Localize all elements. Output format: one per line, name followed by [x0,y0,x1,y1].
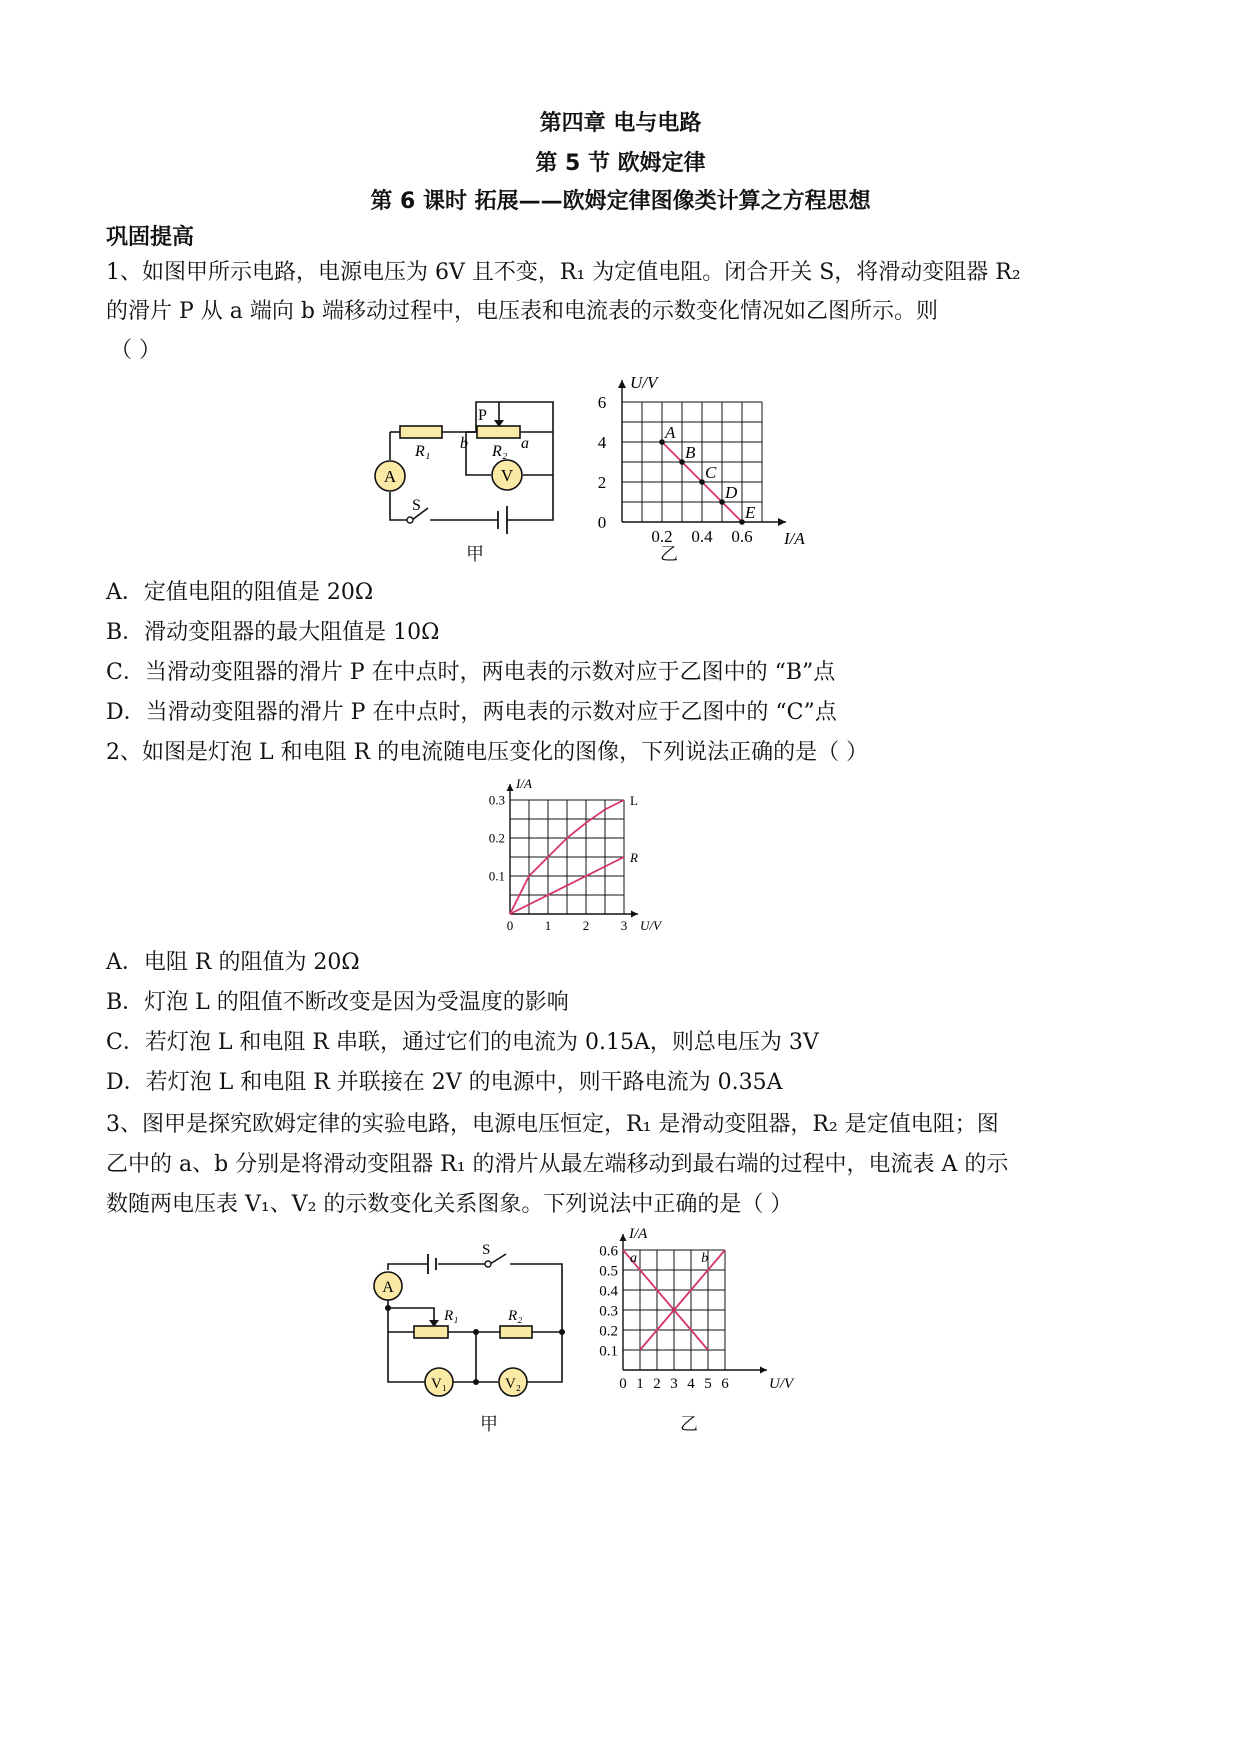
q1-line2: 的滑片 P 从 a 端向 b 端移动过程中，电压表和电流表的示数变化情况如乙图所示。则 [106,299,938,324]
y-tick-label: 0.3 [488,792,505,808]
q1-line1: 1、如图甲所示电路，电源电压为 6V 且不变，R₁ 为定值电阻。闭合开关 S，将滑动变阻器 R₂ [106,260,1021,285]
series-label-a: a [630,1251,637,1266]
heading-consolidate: 巩固提高 [106,225,195,250]
svg-text:V₁: V₁ [430,1376,448,1392]
data-point-C [699,479,705,485]
x-axis-arrow [778,518,786,526]
svg-text:S: S [412,497,421,514]
svg-text:R₁: R₁ [444,1308,459,1324]
q2-option-b[interactable]: B．灯泡 L 的阻值不断改变是因为受温度的影响 [106,990,569,1015]
x-tick-label: 3 [620,918,628,933]
svg-text:b: b [460,435,468,452]
x-tick-label: 1 [636,1376,644,1392]
y-tick-label: 0.2 [599,1323,618,1340]
section-title: 第 5 节 欧姆定律 [535,151,706,176]
svg-text:A: A [383,467,397,486]
point-label-E: E [745,503,756,522]
y-tick-label: 4 [597,433,607,452]
point-label-D: D [725,483,738,502]
x-axis-label: I/A [784,529,805,548]
y-tick-label: 0.5 [599,1263,618,1280]
q3-caption-jia: 甲 [480,1414,498,1435]
q1-caption-jia: 甲 [466,544,484,565]
x-tick-label: 5 [704,1376,712,1392]
x-tick-label: 4 [687,1376,695,1392]
q1-option-d[interactable]: D．当滑动变阻器的滑片 P 在中点时，两电表的示数对应于乙图中的 “C”点 [106,700,837,725]
y-tick-label: 0.2 [488,830,505,846]
x-axis-arrow [760,1367,767,1374]
svg-text:A: A [382,1279,394,1296]
y-tick-label: 0.6 [599,1243,618,1260]
x-tick-label: 6 [721,1376,729,1392]
q2-option-d[interactable]: D．若灯泡 L 和电阻 R 并联接在 2V 的电源中，则干路电流为 0.35A [106,1070,783,1095]
series-label-L: L [630,793,638,808]
svg-text:R₁: R₁ [415,443,431,460]
svg-text:S: S [482,1242,491,1258]
q3-line3: 数随两电压表 V₁、V₂ 的示数变化关系图象。下列说法中正确的是（ ） [106,1192,793,1217]
point-label-C: C [705,463,717,482]
y-tick-label: 0.1 [488,868,505,884]
x-tick-label: 0 [506,918,514,933]
q1-ui-chart [580,370,805,548]
q3-line2: 乙中的 a、b 分别是将滑动变阻器 R₁ 的滑片从最左端移动到最右端的过程中，电流表 A 的示 [106,1152,1009,1177]
x-axis-label: U/V [769,1376,794,1392]
x-axis-arrow [631,911,638,918]
x-tick-label: 0.6 [731,527,753,546]
data-point-E [739,519,745,525]
svg-text:V: V [500,466,514,485]
data-point-A [659,439,665,445]
x-tick-label: 2 [582,918,590,933]
q3-iv-chart [585,1226,794,1392]
x-tick-label: 0.2 [651,527,673,546]
y-axis-label: U/V [630,373,658,392]
q3-caption-yi: 乙 [680,1414,698,1435]
data-point-D [719,499,725,505]
point-label-A: A [665,423,676,442]
q2-iv-chart [480,776,670,940]
svg-text:V₂: V₂ [504,1376,522,1392]
x-tick-label: 0 [619,1376,627,1392]
x-tick-label: 3 [670,1376,678,1392]
y-tick-label: 0 [597,513,607,532]
svg-text:a: a [521,435,529,452]
series-label-R: R [630,850,638,865]
svg-text:R₂: R₂ [508,1308,523,1324]
y-axis-label: I/A [516,776,532,791]
data-point-B [679,459,685,465]
y-axis-arrow [620,1234,627,1241]
x-tick-label: 1 [544,918,552,933]
x-tick-label: 2 [653,1376,661,1392]
series-label-b: b [701,1251,709,1266]
y-tick-label: 6 [597,393,607,412]
q2-option-c[interactable]: C．若灯泡 L 和电阻 R 串联，通过它们的电流为 0.15A，则总电压为 3V [106,1030,819,1055]
x-tick-label: 0.4 [691,527,713,546]
q3-line1: 3、图甲是探究欧姆定律的实验电路，电源电压恒定，R₁ 是滑动变阻器，R₂ 是定值电阻；图 [106,1112,999,1137]
series-line-b [640,1250,725,1350]
y-tick-label: 0.1 [599,1343,618,1360]
q1-option-b[interactable]: B．滑动变阻器的最大阻值是 10Ω [106,620,440,645]
q1-option-a[interactable]: A．定值电阻的阻值是 20Ω [106,580,374,605]
y-tick-label: 2 [597,473,607,492]
q3-circuit-diagram [370,1240,580,1400]
point-label-B: B [685,443,696,462]
y-axis-label: I/A [629,1226,648,1242]
svg-text:P: P [478,407,487,424]
x-axis-label: U/V [640,918,661,933]
q1-option-c[interactable]: C．当滑动变阻器的滑片 P 在中点时，两电表的示数对应于乙图中的 “B”点 [106,660,836,685]
q2-option-a[interactable]: A．电阻 R 的阻值为 20Ω [106,950,360,975]
y-axis-arrow [618,380,626,388]
q2-line1: 2、如图是灯泡 L 和电阻 R 的电流随电压变化的图像，下列说法正确的是（ ） [106,740,869,765]
y-tick-label: 0.4 [599,1283,618,1300]
q1-circuit-diagram [370,390,570,530]
chapter-title: 第四章 电与电路 [539,111,702,136]
svg-text:R₂: R₂ [492,443,508,460]
y-tick-label: 0.3 [599,1303,618,1320]
lesson-title: 第 6 课时 拓展——欧姆定律图像类计算之方程思想 [370,189,871,214]
q1-paren: （ ） [110,338,161,363]
y-axis-arrow [507,784,514,791]
q1-caption-yi: 乙 [660,544,678,565]
